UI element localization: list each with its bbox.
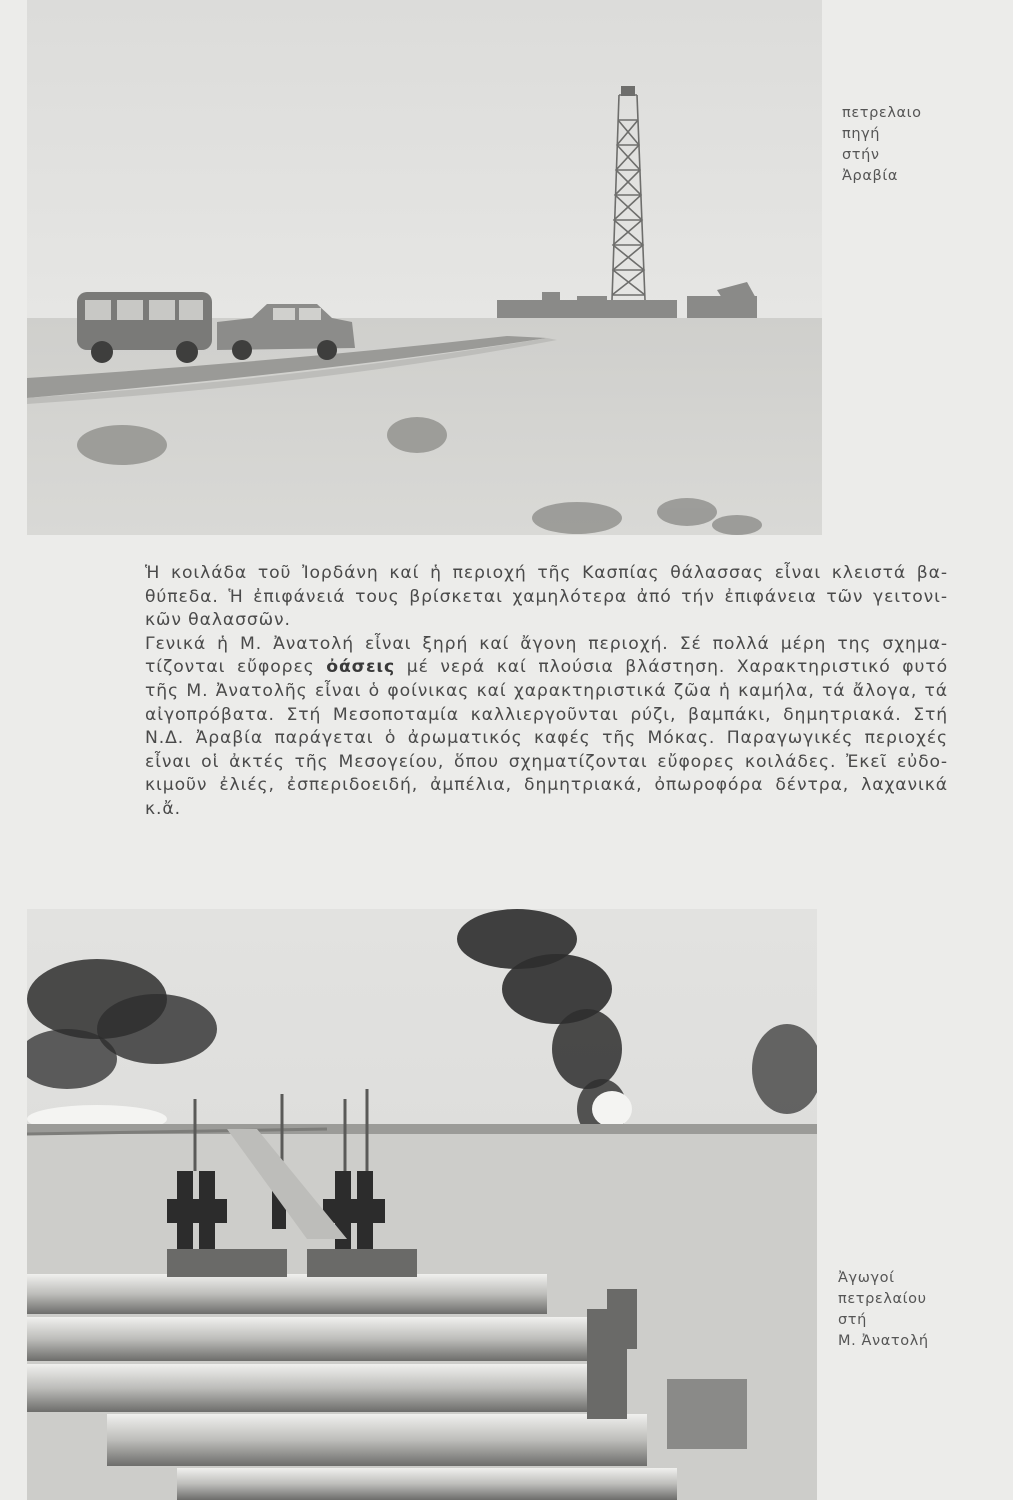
pipeline-photo <box>27 909 817 1500</box>
paragraph1-line: Ἡ κοιλάδα τοῦ Ἰορδάνη καί ἡ περιοχή τῆς Κασπίας θάλασσας εἶναι κλειστά βα- <box>145 563 948 583</box>
paragraph1-line: θύπεδα. Ἡ ἐπιφάνειά τους βρίσκεται χαμηλότερα ἀπό τήν ἐπιφάνεια τῶν γειτονι- <box>145 586 948 607</box>
caption-line: πετρελαιο <box>842 105 922 121</box>
body-text <box>145 562 948 822</box>
paragraph2-line: κιμοῦν ἐλιές, ἐσπεριδοειδή, ἀμπέλια, δημητριακά, ὀπωροφόρα δέντρα, λαχανικά <box>145 775 948 796</box>
caption-line: στή <box>838 1312 867 1328</box>
caption-line: Ἀραβία <box>842 168 898 184</box>
pipeline-photo-image <box>27 909 817 1500</box>
paragraph2-line: Ν.Δ. Ἀραβία παράγεται ὁ ἀρωματικός καφές τῆς Μόκας. Παραγωγικές περιοχές <box>145 728 948 749</box>
paragraph2-line <box>145 656 948 680</box>
paragraph2-line: εἶναι οἱ ἀκτές τῆς Μεσογείου, ὅπου σχηματίζονται εὔφορες κοιλάδες. Ἐκεῖ εὐδο- <box>145 751 948 772</box>
paragraph2-line: κ.ἄ. <box>145 798 181 819</box>
highlighted-term: ὀάσεις <box>326 657 396 678</box>
pipeline-caption <box>838 1268 929 1352</box>
caption-line: πηγή <box>842 126 881 142</box>
paragraph2-line: Γενικά ἡ Μ. Ἀνατολή εἶναι ξηρή καί ἄγονη περιοχή. Σέ πολλά μέρη της σχημα- <box>145 633 948 654</box>
caption-line: πετρελαίου <box>838 1291 927 1307</box>
oil-well-photo-image <box>27 0 822 535</box>
paragraph2-line: τῆς Μ. Ἀνατολῆς εἶναι ὁ φοίνικας καί χαρακτηριστικά ζῶα ἡ καμήλα, τά ἄλογα, τά <box>145 680 948 701</box>
caption-line: Ἀγωγοί <box>838 1270 895 1286</box>
caption-line: Μ. Ἀνατολή <box>838 1333 929 1349</box>
caption-line: στήν <box>842 147 880 163</box>
oil-well-photo <box>27 0 822 535</box>
text-fragment: τίζονται εὔφορες <box>145 657 327 678</box>
oil-well-caption <box>842 103 922 187</box>
paragraph2-line: αἰγοπρόβατα. Στή Μεσοποταμία καλλιεργοῦνται ρύζι, βαμπάκι, δημητριακά. Στή <box>145 704 948 725</box>
paragraph1-line: κῶν θαλασσῶν. <box>145 610 291 631</box>
text-fragment: μέ νερά καί πλούσια βλάστηση. Χαρακτηριστικό φυτό <box>395 657 948 678</box>
